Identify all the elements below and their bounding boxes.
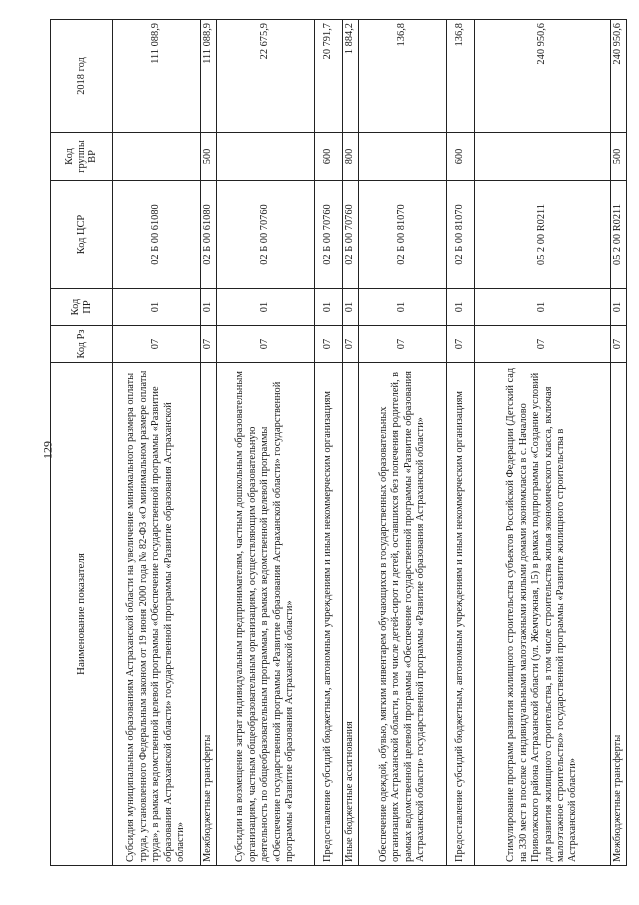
row-csr: 02 Б 00 81070: [359, 181, 447, 289]
header-name: Наименование показателя: [51, 363, 113, 866]
budget-table: [50, 19, 627, 866]
row-pr: 01: [217, 289, 315, 326]
table-row: [359, 20, 447, 866]
row-csr: 02 Б 00 70760: [217, 181, 315, 289]
row-vr: [359, 133, 447, 181]
row-pr: 01: [315, 289, 343, 326]
header-rz: Код Рз: [51, 326, 113, 363]
header-year: 2018 год: [51, 20, 113, 133]
row-vr: 500: [201, 133, 217, 181]
row-pr: 01: [611, 289, 627, 326]
row-sum: 240 950,6: [611, 20, 627, 133]
header-vr: Код группы ВР: [51, 133, 113, 181]
row-pr: 01: [113, 289, 201, 326]
row-name: Предоставление субсидий бюджетным, автономным учреждениям и иным некоммерческим организациям: [315, 363, 343, 866]
row-sum: 111 088,9: [201, 20, 217, 133]
row-name: Предоставление субсидий бюджетным, автономным учреждениям и иным некоммерческим организациям: [447, 363, 475, 866]
header-csr: Код ЦСР: [51, 181, 113, 289]
row-csr: 05 2 00 R0211: [475, 181, 611, 289]
row-rz: 07: [343, 326, 359, 363]
row-pr: 01: [359, 289, 447, 326]
row-sum: 22 675,9: [217, 20, 315, 133]
row-sum: 136,8: [447, 20, 475, 133]
row-rz: 07: [201, 326, 217, 363]
table-row: [475, 20, 611, 866]
row-rz: 07: [217, 326, 315, 363]
row-rz: 07: [475, 326, 611, 363]
row-vr: 600: [447, 133, 475, 181]
row-vr: [217, 133, 315, 181]
row-sum: 111 088,9: [113, 20, 201, 133]
page-number: 129: [40, 441, 55, 459]
row-csr: 02 Б 00 61080: [201, 181, 217, 289]
row-pr: 01: [475, 289, 611, 326]
table-row: [447, 20, 475, 866]
row-name: Иные бюджетные ассигнования: [343, 363, 359, 866]
row-pr: 01: [343, 289, 359, 326]
row-sum: 1 884,2: [343, 20, 359, 133]
header-pr: Код ПР: [51, 289, 113, 326]
row-sum: 136,8: [359, 20, 447, 133]
row-name: Межбюджетные трансферты: [201, 363, 217, 866]
row-name: Стимулирование программ развития жилищного строительства субъектов Российской Федерации (Детский сад на 330 мест в поселке с индивидуальными малоэтажными жилыми домами экономкласса в с. Началово Приволжского района Астраханской области (ул. Жемчужная, 15) в рамках подпрограммы «Создание условий для развития жилищного строительства, в том числе строительства жилья экономического класса, включая малоэтажное строительство» государственной программы «Развитие жилищного строительства в Астраханской области»: [475, 363, 611, 866]
row-csr: 02 Б 00 70760: [315, 181, 343, 289]
table-row: [217, 20, 315, 866]
row-rz: 07: [611, 326, 627, 363]
row-rz: 07: [359, 326, 447, 363]
row-name: Межбюджетные трансферты: [611, 363, 627, 866]
table-header-row: [51, 20, 113, 866]
row-sum: 240 950,6: [475, 20, 611, 133]
table-row: [343, 20, 359, 866]
row-vr: 500: [611, 133, 627, 181]
row-rz: 07: [315, 326, 343, 363]
row-vr: [113, 133, 201, 181]
row-vr: 800: [343, 133, 359, 181]
table-row: [315, 20, 343, 866]
row-csr: 02 Б 00 81070: [447, 181, 475, 289]
rotated-table-container: [50, 20, 624, 866]
row-sum: 20 791,7: [315, 20, 343, 133]
row-pr: 01: [447, 289, 475, 326]
row-rz: 07: [113, 326, 201, 363]
row-name: Субсидия муниципальным образованиям Астраханской области на увеличение минимального размера оплаты труда, установленного Федеральным законом от 19 июня 2000 года № 82-ФЗ «О минимальном размере оплаты труда», в рамках ведомственной целевой программы «Обеспечение государственной программы «Развитие образования Астраханской области» государственной программы «Развитие образования Астраханской области»: [113, 363, 201, 866]
row-rz: 07: [447, 326, 475, 363]
row-csr: 05 2 00 R0211: [611, 181, 627, 289]
row-name: Субсидии на возмещение затрат индивидуальным предпринимателям, частным дошкольным образовательным организациям, частным общеобразовательным организациям, осуществляющим образовательную деятельность по общеобразовательным программам, в рамках ведомственной целевой программы «Обеспечение государственной программы «Развитие образования Астраханской области» государственной программы «Развитие образования Астраханской области»: [217, 363, 315, 866]
table-row: [113, 20, 201, 866]
row-vr: 600: [315, 133, 343, 181]
row-csr: 02 Б 00 70760: [343, 181, 359, 289]
row-pr: 01: [201, 289, 217, 326]
row-name: Обеспечение одеждой, обувью, мягким инвентарем обучающихся в государственных образовательных организациях Астраханской области, в том числе детей-сирот и детей, оставшихся без попечения родителей, в рамках ведомственной целевой программы «Обеспечение государственной программы «Развитие образования Астраханской области» государственной программы «Развитие образования Астраханской области»: [359, 363, 447, 866]
table-row: [611, 20, 627, 866]
row-vr: [475, 133, 611, 181]
table-row: [201, 20, 217, 866]
row-csr: 02 Б 00 61080: [113, 181, 201, 289]
